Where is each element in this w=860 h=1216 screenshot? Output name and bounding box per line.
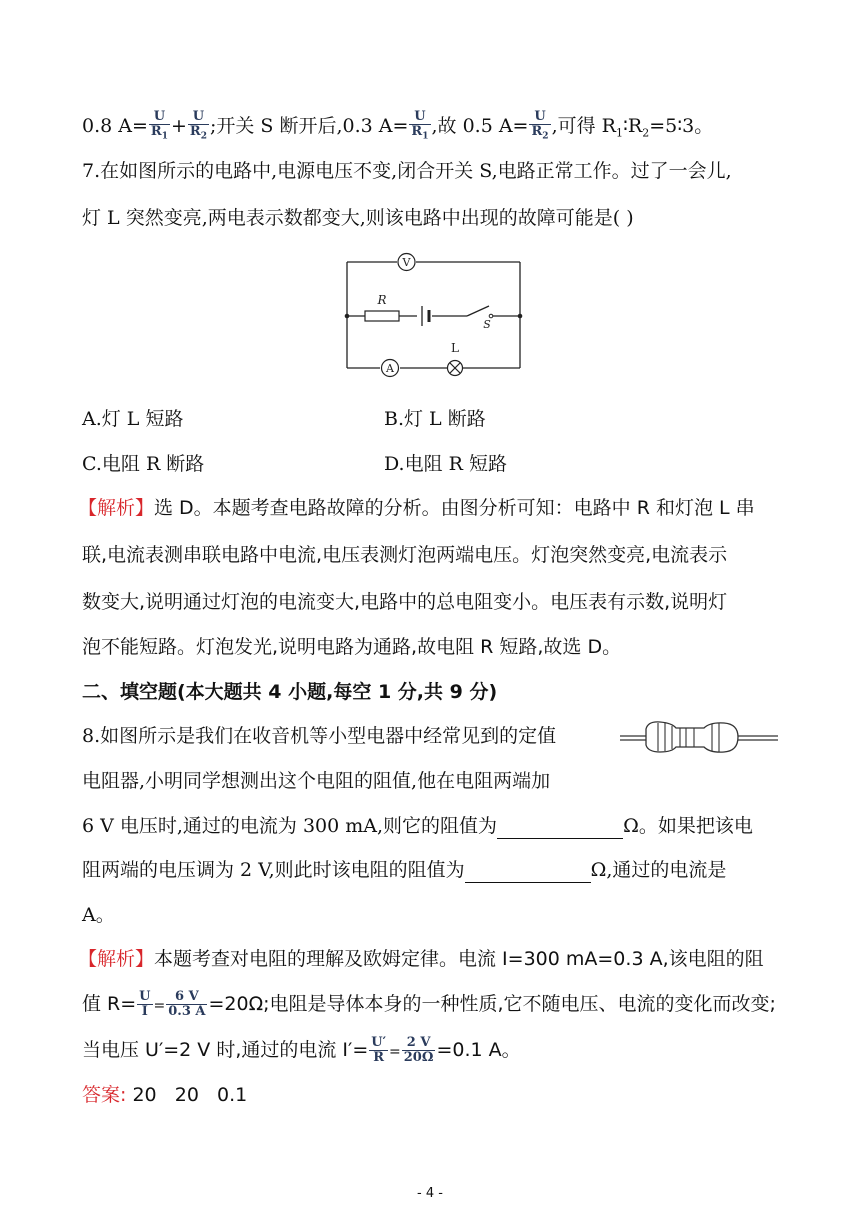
option-d: D.电阻 R 短路	[384, 453, 507, 475]
text: Ω。如果把该电	[623, 815, 753, 837]
numerator: U	[139, 989, 151, 1004]
resistor-illustration	[620, 715, 778, 759]
numerator: 6 V	[166, 990, 207, 1005]
denominator	[188, 125, 209, 144]
denominator	[149, 125, 170, 144]
page-number: - 4 -	[417, 1186, 443, 1201]
prev-solution-line	[82, 110, 713, 147]
q8-stem-line5: A。	[82, 904, 115, 926]
fraction-u-r2-b	[529, 110, 550, 144]
circuit-diagram	[335, 248, 530, 383]
q8-analysis-line3	[82, 1036, 521, 1065]
option-b: B.灯 L 断路	[384, 408, 486, 430]
text: =5∶3。	[649, 114, 714, 137]
den-sub: 2	[200, 131, 207, 142]
denominator: R	[373, 1050, 385, 1065]
den-text: R	[150, 124, 162, 139]
fraction-u-prime-r	[369, 1036, 388, 1065]
fraction-6v-03a	[166, 990, 207, 1019]
switch-label: S	[483, 318, 491, 331]
den-sub: 2	[542, 131, 549, 142]
q7-analysis-line4: 泡不能短路。灯泡发光,说明电路为通路,故电阻 R 短路,故选 D。	[82, 636, 622, 658]
lamp-label: L	[451, 341, 459, 355]
q8-stem-line2: 电阻器,小明同学想测出这个电阻的阻值,他在电阻两端加	[82, 770, 551, 792]
q8-stem-line1: 8.如图所示是我们在收音机等小型电器中经常见到的定值	[82, 725, 557, 747]
option-a: A.灯 L 短路	[82, 408, 184, 430]
plus: +	[170, 114, 187, 137]
fraction-u-r1-b	[409, 110, 430, 144]
den-text: R	[411, 124, 423, 139]
denominator	[409, 125, 430, 144]
numerator: U	[409, 110, 430, 125]
battery-symbol	[422, 306, 429, 326]
voltmeter-symbol	[398, 254, 415, 271]
numerator: U	[149, 110, 170, 125]
q8-analysis-line1	[78, 946, 764, 972]
q8-answer-line	[82, 1082, 247, 1108]
text: 6 V 电压时,通过的电流为 300 mA,则它的阻值为	[82, 815, 498, 837]
analysis-text: 选 D。本题考查电路故障的分析。由图分析可知：电路中 R 和灯泡 L 串	[154, 497, 755, 519]
fraction-u-r2	[188, 110, 209, 144]
text: 当电压 U′=2 V 时,通过的电流 I′=	[82, 1039, 369, 1061]
text: ,故 0.5 A=	[431, 114, 529, 137]
junction-dot-right	[518, 314, 523, 319]
resistor-label: R	[377, 293, 387, 307]
text: ∶R	[622, 114, 643, 137]
text: ,可得 R	[551, 114, 616, 137]
fraction-u-i	[137, 990, 152, 1019]
analysis-tag: 【解析】	[78, 497, 155, 519]
q8-analysis-line2	[82, 990, 776, 1019]
numerator: U	[529, 110, 550, 125]
text: 阻两端的电压调为 2 V,则此时该电阻的阻值为	[82, 859, 465, 881]
denominator: 0.3 A	[168, 1004, 206, 1019]
q8-stem-line3	[82, 813, 753, 839]
answer-values: 20 20 0.1	[132, 1084, 248, 1106]
switch-symbol	[467, 306, 493, 331]
text: Ω,通过的电流是	[590, 859, 727, 881]
ammeter-label: A	[386, 362, 394, 375]
q7-stem-line1: 7.在如图所示的电路中,电源电压不变,闭合开关 S,电路正常工作。过了一会儿,	[82, 160, 732, 182]
numerator: U′	[371, 1035, 387, 1050]
den-text: R	[531, 124, 543, 139]
section-title: 二、填空题(本大题共 4 小题,每空 1 分,共 9 分)	[82, 681, 498, 703]
fraction-u-r1	[149, 110, 170, 144]
den-sub: 1	[422, 131, 429, 142]
subscript: 2	[642, 126, 650, 140]
numerator: 2 V	[402, 1036, 436, 1051]
answer-blank-2[interactable]	[465, 862, 591, 883]
text: =20Ω;电阻是导体本身的一种性质,它不随电压、电流的变化而改变;	[208, 993, 776, 1015]
denominator	[529, 125, 550, 144]
equals: =	[389, 1044, 401, 1060]
numerator: U	[188, 110, 209, 125]
q7-analysis-line3: 数变大,说明通过灯泡的电流变大,电路中的总电阻变小。电压表有示数,说明灯	[82, 591, 728, 613]
text: =0.1 A。	[436, 1039, 521, 1061]
analysis-text: 本题考查对电阻的理解及欧姆定律。电流 I=300 mA=0.3 A,该电阻的阻	[154, 948, 764, 970]
resistor-symbol	[365, 293, 399, 321]
q7-stem-line2: 灯 L 突然变亮,两电表示数都变大,则该电路中出现的故障可能是( )	[82, 207, 634, 229]
lamp-symbol	[448, 341, 463, 376]
voltmeter-label: V	[402, 256, 411, 269]
q7-analysis-line2: 联,电流表测串联电路中电流,电压表测灯泡两端电压。灯泡突然变亮,电流表示	[82, 544, 728, 566]
analysis-tag: 【解析】	[78, 948, 155, 970]
answer-label: 答案:	[82, 1084, 127, 1106]
answer-blank-1[interactable]	[497, 818, 623, 839]
den-text: R	[189, 124, 201, 139]
q8-stem-line4	[82, 857, 726, 883]
text: ;开关 S 断开后,0.3 A=	[209, 114, 409, 137]
q7-analysis-line1	[78, 495, 755, 521]
junction-dot-left	[345, 314, 350, 319]
text: 0.8 A=	[82, 114, 148, 137]
option-c: C.电阻 R 断路	[82, 453, 205, 475]
fraction-2v-20ohm	[402, 1036, 436, 1065]
denominator: I	[141, 1004, 148, 1019]
subscript: 1	[615, 126, 623, 140]
den-sub: 1	[161, 131, 168, 142]
text: 值 R=	[82, 993, 137, 1015]
denominator: 20Ω	[403, 1050, 434, 1065]
equals: =	[153, 998, 166, 1014]
ammeter-symbol	[382, 360, 399, 377]
